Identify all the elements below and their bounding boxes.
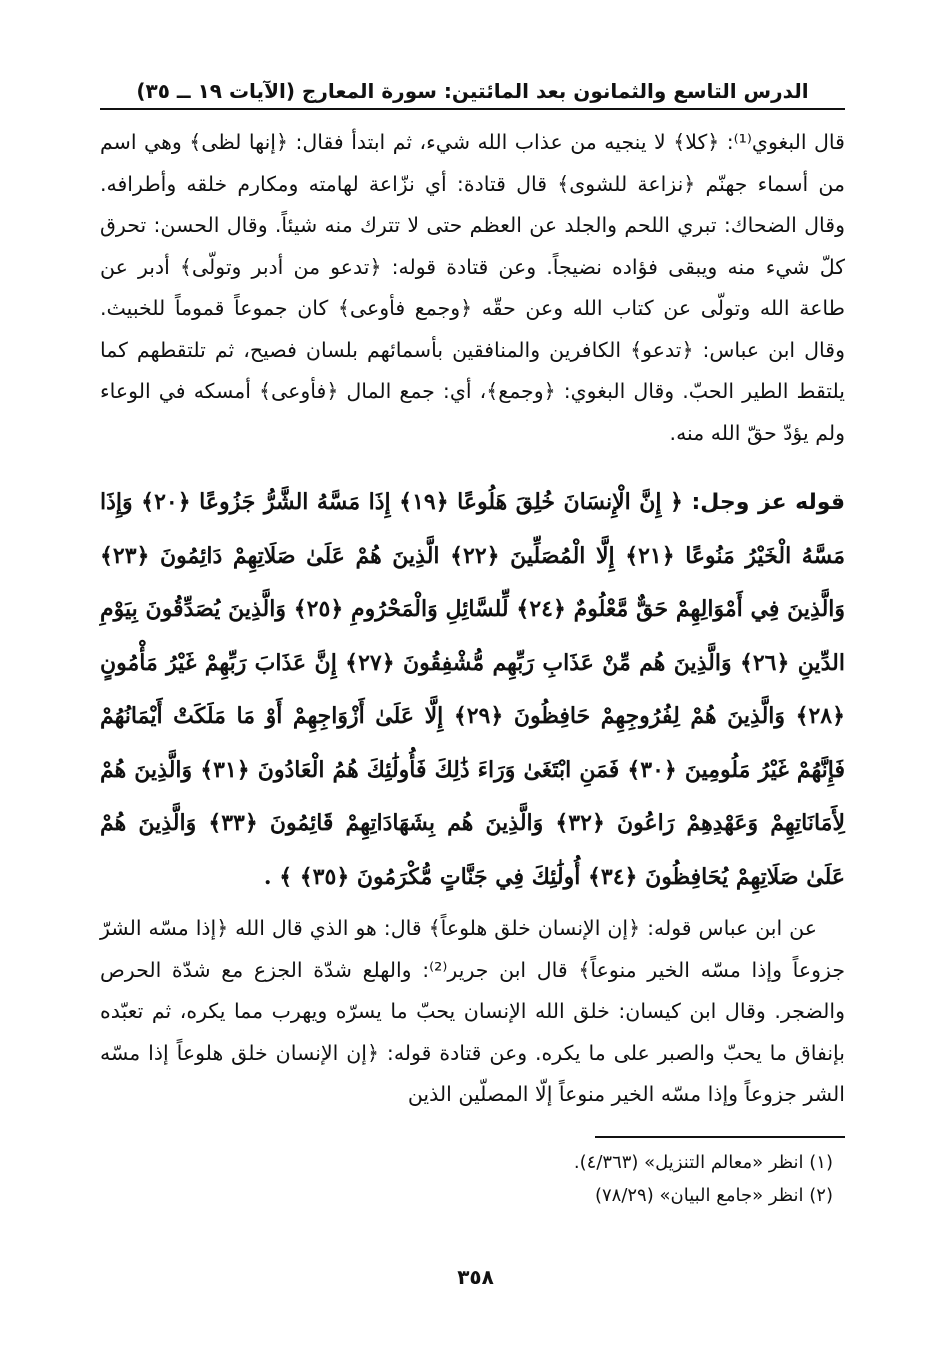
quran-verses-text: ﴿ إِنَّ الْإِنسَانَ خُلِقَ هَلُوعًا ﴿١٩﴾ إِذَا مَسَّهُ الشَّرُّ جَزُوعًا ﴿٢٠﴾ وَإِذَا مَسَّهُ الْخَيْرُ مَنُوعًا ﴿٢١﴾ إِلَّا الْمُصَلِّينَ ﴿٢٢﴾ الَّذِينَ هُمْ عَلَىٰ صَلَاتِهِمْ دَائِمُونَ ﴿٢٣﴾ وَالَّذِينَ فِي أَمْوَالِهِمْ حَقٌّ مَّعْلُومٌ ﴿٢٤﴾ لِّلسَّائِلِ وَالْمَحْرُومِ ﴿٢٥﴾ وَالَّذِينَ يُصَدِّقُونَ بِيَوْمِ الدِّينِ ﴿٢٦﴾ وَالَّذِينَ هُم مِّنْ عَذَابِ رَبِّهِم مُّشْفِقُونَ ﴿٢٧﴾ إِنَّ عَذَابَ رَبِّهِمْ غَيْرُ مَأْمُونٍ ﴿٢٨﴾ وَالَّذِينَ هُمْ لِفُرُوجِهِمْ حَافِظُونَ ﴿٢٩﴾ إِلَّا عَلَىٰ أَزْوَاجِهِمْ أَوْ مَا مَلَكَتْ أَيْمَانُهُمْ فَإِنَّهُمْ غَيْرُ مَلُومِينَ ﴿٣٠﴾ فَمَنِ ابْتَغَىٰ وَرَاءَ ذَٰلِكَ فَأُولَٰئِكَ هُمُ الْعَادُونَ ﴿٣١﴾ وَالَّذِينَ هُمْ لِأَمَانَاتِهِمْ وَعَهْدِهِمْ رَاعُونَ ﴿٣٢﴾ وَالَّذِينَ هُم بِشَهَادَاتِهِمْ قَائِمُونَ ﴿٣٣﴾ وَالَّذِينَ هُمْ عَلَىٰ صَلَاتِهِمْ يُحَافِظُونَ ﴿٣٤﴾ أُولَٰئِكَ فِي جَنَّاتٍ مُّكْرَمُونَ ﴿٣٥﴾ ﴾ . xyxy=(100,489,846,890)
commentary-paragraph-1: قال البغوي⁽¹⁾: ﴿كلا﴾ لا ينجيه من عذاب الله شيء، ثم ابتدأ فقال: ﴿إنها لظى﴾ وهي اسم من أسماء جهنّم ﴿نزاعة للشوى﴾ قال قتادة: أي نزّاعة لهامته ومكارم خلقه وأطرافه. وقال الضحاك: تبري اللحم والجلد عن العظم حتى لا تترك منه شيئاً. وقال الحسن: تحرق كلّ شيء منه ويبقى فؤاده نضيجاً. وعن قتادة قوله: ﴿تدعو من أدبر وتولّى﴾ أدبر عن طاعة الله وتولّى عن كتاب الله وعن حقّه ﴿وجمع فأوعى﴾ كان جموعاً قموماً للخبيث. وقال ابن عباس: ﴿تدعو﴾ الكافرين والمنافقين بأسمائهم بلسان فصيح، ثم تلتقطهم كما يلتقط الطير الحبّ. وقال البغوي: ﴿وجمع﴾، أي: جمع المال ﴿فأوعى﴾ أمسكه في الوعاء ولم يؤدّ حقّ الله منه. xyxy=(100,130,845,445)
commentary-paragraph-2: عن ابن عباس قوله: ﴿إن الإنسان خلق هلوعاً﴾ قال: هو الذي قال الله ﴿إذا مسّه الشرّ جزوعاً وإذا مسّه الخير منوعاً﴾ قال ابن جرير⁽²⁾: والهلع شدّة الجزع مع شدّة الحرص والضجر. وقال ابن كيسان: خلق الله الإنسان يحبّ ما يسرّه ويهرب مما يكره، ثم تعبّده بإنفاق ما يحبّ والصبر على ما يكره. وعن قتادة قوله: ﴿إن الإنسان خلق هلوعاً إذا مسّه الشر جزوعاً وإذا مسّه الخير منوعاً إلّا المصلّين الذين xyxy=(100,916,845,1106)
footnote-1: (١) انظر «معالم التنزيل» (٤/٣٦٣). xyxy=(573,1151,833,1173)
footnote-2: (٢) انظر «جامع البيان» (٧٨/٢٩) xyxy=(594,1184,833,1206)
book-page xyxy=(100,78,845,1212)
verse-lead-label: قوله عز وجل: xyxy=(691,490,845,515)
quran-verses-block xyxy=(100,476,845,904)
footnotes xyxy=(100,1146,845,1212)
footnote-divider xyxy=(595,1136,845,1138)
page-number: ٣٥٨ xyxy=(457,1265,494,1289)
running-header: الدرس التاسع والثمانون بعد المائتين: سورة المعارج (الآيات ١٩ ــ ٣٥) xyxy=(100,78,845,110)
